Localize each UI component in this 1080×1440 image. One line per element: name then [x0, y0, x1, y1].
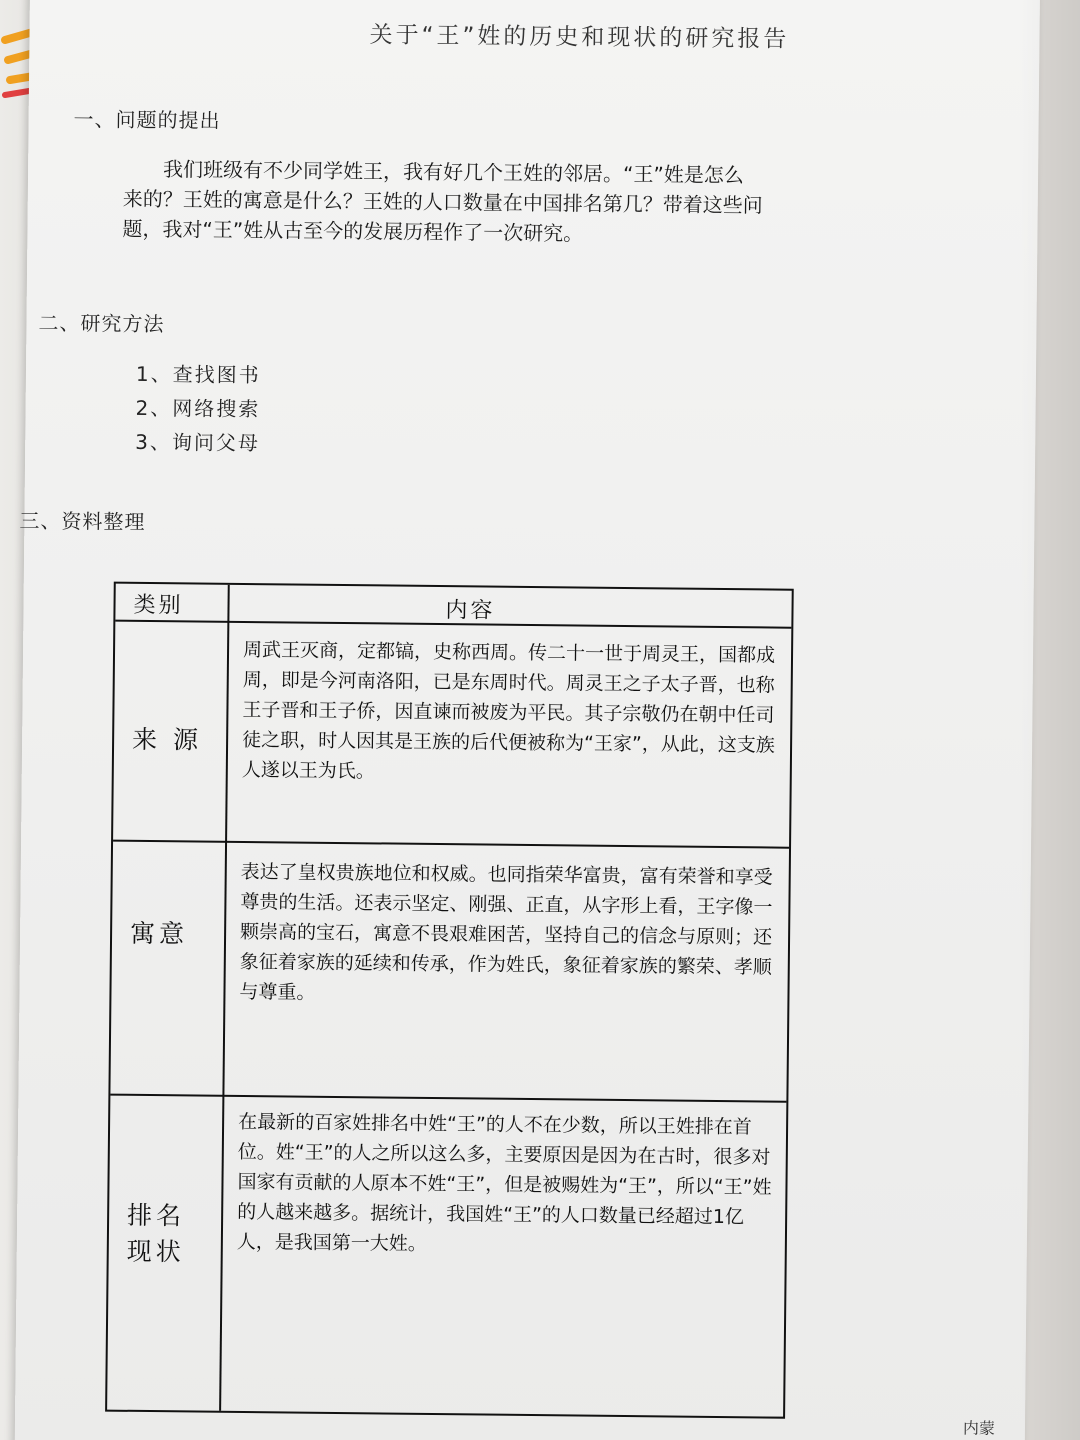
table-header-content: 内容 — [445, 598, 496, 624]
row-content-ranking: 在最新的百家姓排名中姓“王”的人不在少数，所以王姓排在首位。姓“王”的人之所以这么多，主要原因是因为在古时，很多对国家有贡献的人原本不姓“王”，但是被赐姓为“王”，所以“王”姓的人越来越多。据统计，我国姓“王”的人口数量已经超过1亿人，是我国第一大姓。 — [236, 1110, 772, 1255]
section-heading-method: 二、研究方法 — [38, 310, 165, 337]
row-content-origin: 周武王灭商，定都镐，史称西周。传二十一世于周灵王，国都成周，即是今河南洛阳，已是东周时代。周灵王之子太子晋，也称王子晋和王子侨，因直谏而被废为平民。其子宗敬仍在朝中任司徒之职，时人因其是王族的后代便被称为“王家”，从此，这支族人遂以王为氏。 — [241, 638, 776, 783]
corner-note: 内蒙 — [962, 1418, 996, 1438]
row-label-ranking-line1: 排名 — [126, 1200, 186, 1231]
section-heading-data: 三、资料整理 — [19, 508, 146, 534]
table-divider — [219, 585, 230, 1411]
report-title: 关于“王”姓的历史和现状的研究报告 — [369, 22, 790, 53]
report-page — [15, 0, 1040, 1440]
section-body-problem: 我们班级有不少同学姓王，我有好几个王姓的邻居。“王”姓是怎么来的？王姓的寓意是什么？王姓的人口数量在中国排名第几？带着这些问题，我对“王”姓从古至今的发展历程作了一次研究。 — [122, 157, 763, 246]
method-item: 1、查找图书 — [135, 361, 261, 388]
table-divider — [110, 1094, 786, 1103]
method-item: 3、询问父母 — [135, 429, 261, 456]
row-label-origin: 来 源 — [131, 724, 203, 755]
method-item: 2、网络搜索 — [135, 395, 261, 422]
row-content-meaning: 表达了皇权贵族地位和权威。也同指荣华富贵，富有荣誉和享受尊贵的生活。还表示坚定、刚强、正直，从字形上看，王字像一颗崇高的宝石，寓意不畏艰难困苦，坚持自己的信念与原则；还象征着家族的延续和传承，作为姓氏，象征着家族的繁荣、孝顺与尊重。 — [239, 860, 773, 1004]
row-label-meaning: 寓意 — [129, 918, 189, 949]
section-heading-problem: 一、问题的提出 — [73, 107, 221, 133]
page-shadow — [1020, 0, 1080, 1440]
table-header-category: 类别 — [133, 592, 184, 619]
data-table — [105, 582, 794, 1419]
table-divider — [113, 840, 789, 849]
row-label-ranking-line2: 现状 — [126, 1236, 185, 1267]
